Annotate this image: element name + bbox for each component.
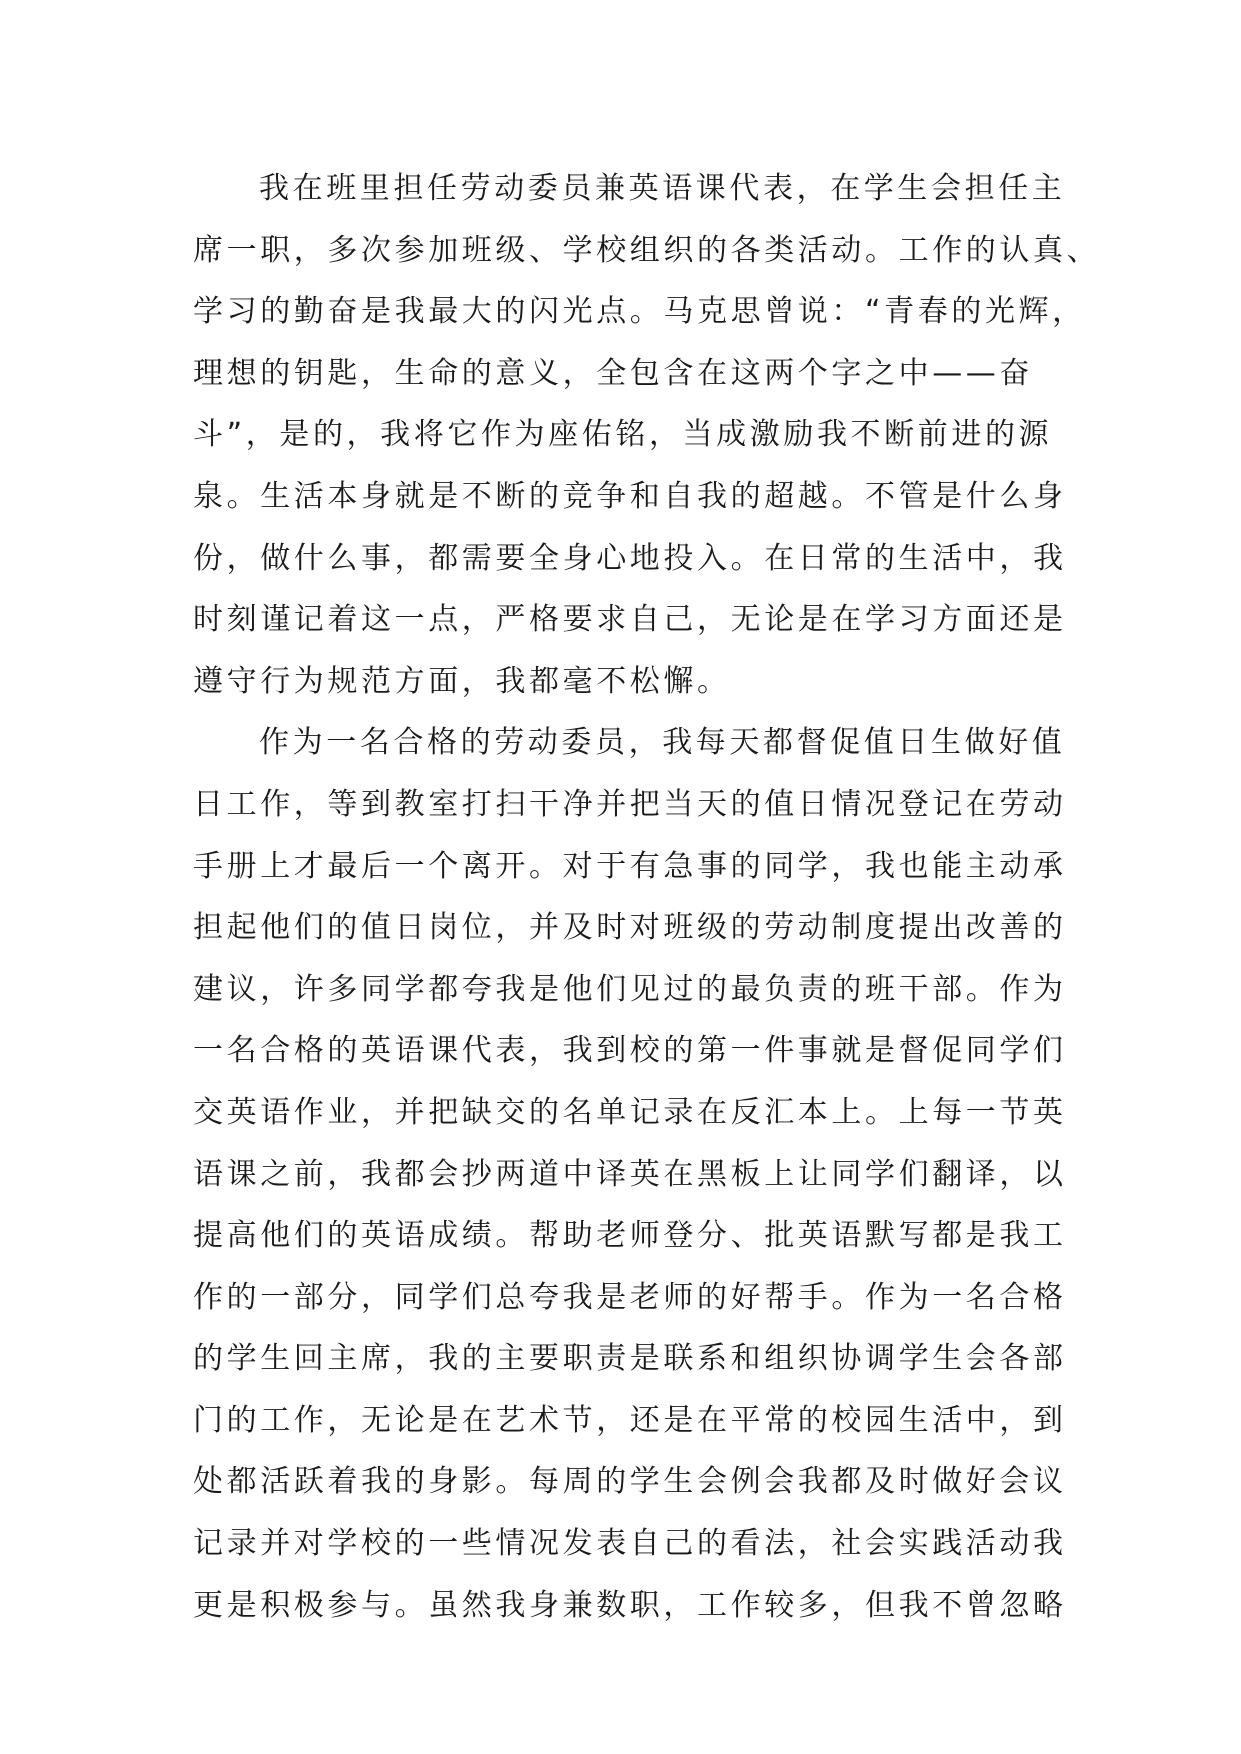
paragraph-line: 更是积极参与。虽然我身兼数职，工作较多，但我不曾忽略 [193,1587,1067,1623]
paragraph-line: 的学生回主席，我的主要职责是联系和组织协调学生会各部 [193,1341,1067,1377]
paragraph-line: 交英语作业，并把缺交的名单记录在反汇本上。上每一节英 [193,1094,1067,1130]
paragraph-line: 日工作，等到教室打扫干净并把当天的值日情况登记在劳动 [193,786,1067,822]
paragraph-line: 门的工作，无论是在艺术节，还是在平常的校园生活中，到 [193,1402,1067,1438]
paragraph-line: 时刻谨记着这一点，严格要求自己，无论是在学习方面还是 [193,602,1067,638]
paragraph-line: 记录并对学校的一些情况发表自己的看法，社会实践活动我 [193,1526,1067,1562]
paragraph-line: 建议，许多同学都夸我是他们见过的最负责的班干部。作为 [193,971,1067,1007]
paragraph-line: 作为一名合格的劳动委员，我每天都督促值日生做好值 [259,725,1066,761]
paragraph-line: 泉。生活本身就是不断的竞争和自我的超越。不管是什么身 [193,478,1067,514]
paragraph-line: 学习的勤奋是我最大的闪光点。马克思曾说：“青春的光辉， [193,294,1086,330]
paragraph-line: 语课之前，我都会抄两道中译英在黑板上让同学们翻译，以 [193,1156,1067,1192]
paragraph-line: 我在班里担任劳动委员兼英语课代表，在学生会担任主 [259,171,1066,206]
paragraph-line: 处都活跃着我的身影。每周的学生会例会我都及时做好会议 [193,1464,1067,1500]
paragraph-1 [193,158,1101,712]
paragraph-line: 席一职，多次参加班级、学校组织的各类活动。工作的认真、 [193,232,1101,268]
paragraph-line: 作的一部分，同学们总夸我是老师的好帮手。作为一名合格 [193,1279,1067,1315]
paragraph-line: 斗”，是的，我将它作为座佑铭，当成激励我不断前进的源 [193,417,1053,453]
paragraph-line: 一名合格的英语课代表，我到校的第一件事就是督促同学们 [193,1033,1067,1069]
paragraph-line: 担起他们的值日岗位，并及时对班级的劳动制度提出改善的 [193,910,1067,946]
paragraph-2 [193,712,1073,1636]
paragraph-line: 理想的钥匙，生命的意义，全包含在这两个字之中——奋 [193,355,1033,391]
paragraph-line: 手册上才最后一个离开。对于有急事的同学，我也能主动承 [193,848,1067,884]
paragraph-line: 提高他们的英语成绩。帮助老师登分、批英语默写都是我工 [193,1218,1067,1254]
paragraph-line: 遵守行为规范方面，我都毫不松懈。 [193,663,731,699]
body-text [193,158,1101,1636]
paragraph-line: 份，做什么事，都需要全身心地投入。在日常的生活中，我 [193,540,1067,576]
